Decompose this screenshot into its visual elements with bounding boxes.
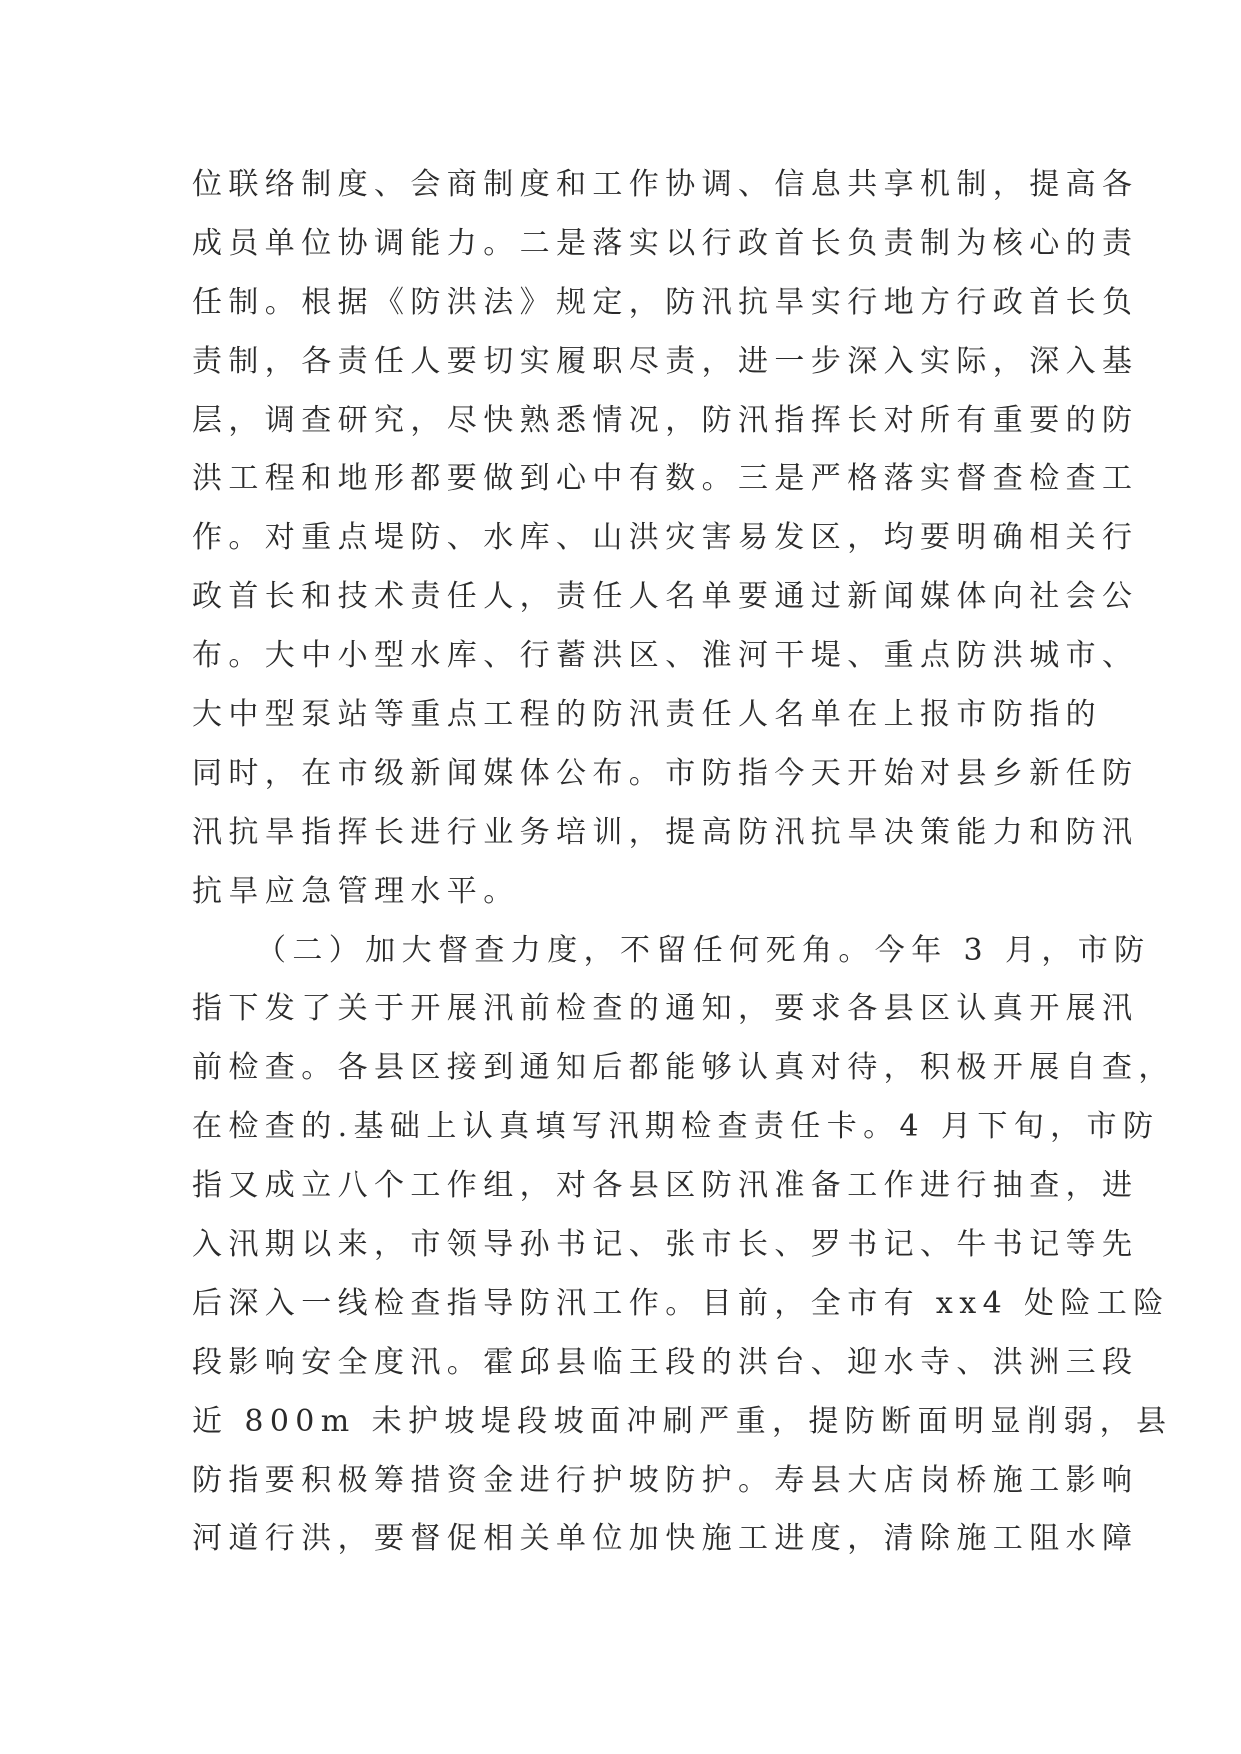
text-line: 抗旱应急管理水平。	[192, 873, 520, 909]
body-text	[192, 156, 1175, 1569]
text-line: 汛抗旱指挥长进行业务培训，提高防汛抗旱决策能力和防汛	[192, 814, 1139, 850]
text-line: 作。对重点堤防、水库、山洪灾害易发区，均要明确相关行	[192, 520, 1139, 556]
text-line: 布。大中小型水库、行蓄洪区、淮河干堤、重点防洪城市、	[192, 638, 1139, 674]
text-line: 指下发了关于开展汛前检查的通知，要求各县区认真开展汛	[192, 991, 1139, 1027]
text-line: 在检查的.基础上认真填写汛期检查责任卡。4 月下旬，市防	[192, 1109, 1160, 1145]
text-line: 任制。根据《防洪法》规定，防汛抗旱实行地方行政首长负	[192, 284, 1139, 320]
text-line: 防指要积极筹措资金进行护坡防护。寿县大店岗桥施工影响	[192, 1462, 1139, 1498]
text-line: 成员单位协调能力。二是落实以行政首长负责制为核心的责	[192, 225, 1139, 261]
text-line: 指又成立八个工作组，对各县区防汛准备工作进行抽查，进	[192, 1168, 1139, 1204]
text-line: 河道行洪，要督促相关单位加快施工进度，清除施工阻水障	[192, 1521, 1139, 1557]
text-line: 大中型泵站等重点工程的防汛责任人名单在上报市防指的	[192, 697, 1102, 733]
text-line: 同时，在市级新闻媒体公布。市防指今天开始对县乡新任防	[192, 755, 1139, 791]
text-line: 后深入一线检查指导防汛工作。目前，全市有 xx4 处险工险	[192, 1285, 1170, 1321]
text-line: 段影响安全度汛。霍邱县临王段的洪台、迎水寺、洪洲三段	[192, 1344, 1139, 1380]
text-line: 层，调查研究，尽快熟悉情况，防汛指挥长对所有重要的防	[192, 402, 1139, 438]
text-line: 前检查。各县区接到通知后都能够认真对待，积极开展自查，	[192, 1050, 1175, 1086]
text-line: 政首长和技术责任人，责任人名单要通过新闻媒体向社会公	[192, 579, 1139, 615]
text-line: 入汛期以来，市领导孙书记、张市长、罗书记、牛书记等先	[192, 1227, 1139, 1263]
text-line: 洪工程和地形都要做到心中有数。三是严格落实督查检查工	[192, 461, 1139, 497]
text-line: 近 800m 未护坡堤段坡面冲刷严重，提防断面明显削弱，县	[192, 1403, 1173, 1439]
section-heading-line: （二）加大督查力度，不留任何死角。今年 3 月，市防	[256, 932, 1151, 968]
text-line: 责制，各责任人要切实履职尽责，进一步深入实际，深入基	[192, 343, 1139, 379]
text-line: 位联络制度、会商制度和工作协调、信息共享机制，提高各	[192, 167, 1139, 202]
